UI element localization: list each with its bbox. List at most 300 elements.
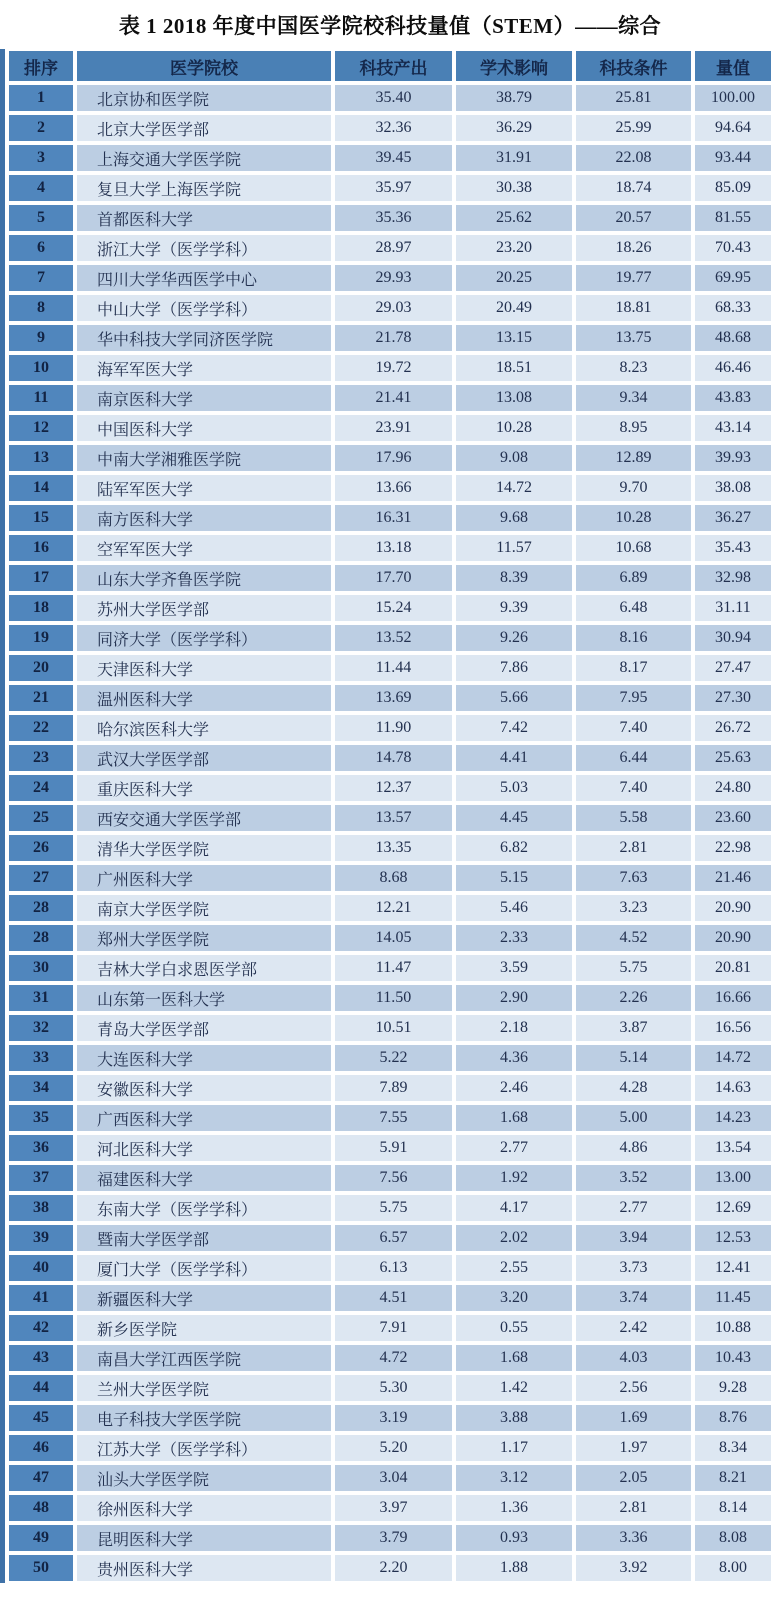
influence-cell: 20.25: [454, 263, 574, 293]
value-cell: 46.46: [693, 353, 773, 383]
influence-cell: 38.79: [454, 83, 574, 113]
influence-cell: 1.68: [454, 1103, 574, 1133]
value-cell: 70.43: [693, 233, 773, 263]
rank-cell: 18: [7, 593, 75, 623]
value-cell: 20.81: [693, 953, 773, 983]
influence-cell: 1.68: [454, 1343, 574, 1373]
table-row: [7, 443, 773, 473]
header-condition: 科技条件: [574, 49, 693, 83]
influence-cell: 3.88: [454, 1403, 574, 1433]
value-cell: 81.55: [693, 203, 773, 233]
value-cell: 13.54: [693, 1133, 773, 1163]
table-header-row: [7, 49, 773, 83]
condition-cell: 7.63: [574, 863, 693, 893]
rank-cell: 2: [7, 113, 75, 143]
influence-cell: 4.45: [454, 803, 574, 833]
table-row: [7, 593, 773, 623]
influence-cell: 30.38: [454, 173, 574, 203]
condition-cell: 4.86: [574, 1133, 693, 1163]
school-cell: 山东大学齐鲁医学院: [75, 563, 333, 593]
value-cell: 13.00: [693, 1163, 773, 1193]
table-row: [7, 1523, 773, 1553]
condition-cell: 9.70: [574, 473, 693, 503]
school-cell: 汕头大学医学院: [75, 1463, 333, 1493]
rank-cell: 41: [7, 1283, 75, 1313]
school-cell: 电子科技大学医学院: [75, 1403, 333, 1433]
table-row: [7, 203, 773, 233]
value-cell: 38.08: [693, 473, 773, 503]
output-cell: 11.44: [333, 653, 454, 683]
condition-cell: 4.52: [574, 923, 693, 953]
rank-cell: 33: [7, 1043, 75, 1073]
table-row: [7, 1283, 773, 1313]
output-cell: 17.70: [333, 563, 454, 593]
condition-cell: 18.26: [574, 233, 693, 263]
influence-cell: 13.15: [454, 323, 574, 353]
condition-cell: 2.81: [574, 833, 693, 863]
school-cell: 吉林大学白求恩医学部: [75, 953, 333, 983]
value-cell: 10.43: [693, 1343, 773, 1373]
condition-cell: 25.81: [574, 83, 693, 113]
value-cell: 12.69: [693, 1193, 773, 1223]
school-cell: 山东第一医科大学: [75, 983, 333, 1013]
condition-cell: 5.75: [574, 953, 693, 983]
school-cell: 郑州大学医学院: [75, 923, 333, 953]
influence-cell: 9.08: [454, 443, 574, 473]
rank-cell: 20: [7, 653, 75, 683]
output-cell: 4.51: [333, 1283, 454, 1313]
value-cell: 11.45: [693, 1283, 773, 1313]
output-cell: 23.91: [333, 413, 454, 443]
rank-cell: 30: [7, 953, 75, 983]
influence-cell: 25.62: [454, 203, 574, 233]
school-cell: 徐州医科大学: [75, 1493, 333, 1523]
output-cell: 35.97: [333, 173, 454, 203]
value-cell: 39.93: [693, 443, 773, 473]
value-cell: 10.88: [693, 1313, 773, 1343]
rank-cell: 11: [7, 383, 75, 413]
value-cell: 20.90: [693, 893, 773, 923]
table-row: [7, 233, 773, 263]
influence-cell: 14.72: [454, 473, 574, 503]
output-cell: 21.41: [333, 383, 454, 413]
table-row: [7, 143, 773, 173]
table-row: [7, 113, 773, 143]
condition-cell: 6.89: [574, 563, 693, 593]
rank-cell: 24: [7, 773, 75, 803]
value-cell: 85.09: [693, 173, 773, 203]
table-row: [7, 563, 773, 593]
value-cell: 14.63: [693, 1073, 773, 1103]
value-cell: 48.68: [693, 323, 773, 353]
value-cell: 27.47: [693, 653, 773, 683]
value-cell: 22.98: [693, 833, 773, 863]
rank-cell: 31: [7, 983, 75, 1013]
rank-cell: 7: [7, 263, 75, 293]
school-cell: 厦门大学（医学学科）: [75, 1253, 333, 1283]
rank-cell: 37: [7, 1163, 75, 1193]
school-cell: 青岛大学医学部: [75, 1013, 333, 1043]
rank-cell: 5: [7, 203, 75, 233]
rank-cell: 6: [7, 233, 75, 263]
school-cell: 新乡医学院: [75, 1313, 333, 1343]
influence-cell: 3.59: [454, 953, 574, 983]
school-cell: 复旦大学上海医学院: [75, 173, 333, 203]
value-cell: 23.60: [693, 803, 773, 833]
school-cell: 贵州医科大学: [75, 1553, 333, 1583]
rank-cell: 21: [7, 683, 75, 713]
influence-cell: 2.55: [454, 1253, 574, 1283]
output-cell: 13.66: [333, 473, 454, 503]
school-cell: 同济大学（医学学科）: [75, 623, 333, 653]
condition-cell: 7.40: [574, 773, 693, 803]
rank-cell: 12: [7, 413, 75, 443]
condition-cell: 18.74: [574, 173, 693, 203]
influence-cell: 31.91: [454, 143, 574, 173]
condition-cell: 3.73: [574, 1253, 693, 1283]
condition-cell: 3.92: [574, 1553, 693, 1583]
output-cell: 12.37: [333, 773, 454, 803]
output-cell: 8.68: [333, 863, 454, 893]
table-row: [7, 623, 773, 653]
school-cell: 空军军医大学: [75, 533, 333, 563]
table-row: [7, 353, 773, 383]
rank-cell: 1: [7, 83, 75, 113]
output-cell: 35.40: [333, 83, 454, 113]
influence-cell: 20.49: [454, 293, 574, 323]
influence-cell: 1.92: [454, 1163, 574, 1193]
table-row: [7, 1433, 773, 1463]
condition-cell: 12.89: [574, 443, 693, 473]
table-row: [7, 173, 773, 203]
rank-cell: 36: [7, 1133, 75, 1163]
influence-cell: 2.33: [454, 923, 574, 953]
table-row: [7, 1343, 773, 1373]
output-cell: 5.20: [333, 1433, 454, 1463]
influence-cell: 5.66: [454, 683, 574, 713]
influence-cell: 2.46: [454, 1073, 574, 1103]
value-cell: 14.72: [693, 1043, 773, 1073]
value-cell: 9.28: [693, 1373, 773, 1403]
condition-cell: 8.16: [574, 623, 693, 653]
condition-cell: 7.40: [574, 713, 693, 743]
output-cell: 6.13: [333, 1253, 454, 1283]
output-cell: 29.03: [333, 293, 454, 323]
table-row: [7, 1373, 773, 1403]
school-cell: 清华大学医学院: [75, 833, 333, 863]
condition-cell: 9.34: [574, 383, 693, 413]
table-row: [7, 1073, 773, 1103]
influence-cell: 3.12: [454, 1463, 574, 1493]
influence-cell: 13.08: [454, 383, 574, 413]
influence-cell: 2.77: [454, 1133, 574, 1163]
school-cell: 中南大学湘雅医学院: [75, 443, 333, 473]
influence-cell: 8.39: [454, 563, 574, 593]
output-cell: 7.56: [333, 1163, 454, 1193]
table-left-accent-bar: [0, 49, 5, 1583]
school-cell: 广西医科大学: [75, 1103, 333, 1133]
table-row: [7, 383, 773, 413]
header-rank: 排序: [7, 49, 75, 83]
condition-cell: 20.57: [574, 203, 693, 233]
influence-cell: 5.03: [454, 773, 574, 803]
school-cell: 浙江大学（医学学科）: [75, 233, 333, 263]
value-cell: 93.44: [693, 143, 773, 173]
influence-cell: 11.57: [454, 533, 574, 563]
table-row: [7, 923, 773, 953]
condition-cell: 10.68: [574, 533, 693, 563]
influence-cell: 10.28: [454, 413, 574, 443]
influence-cell: 0.93: [454, 1523, 574, 1553]
influence-cell: 5.46: [454, 893, 574, 923]
influence-cell: 5.15: [454, 863, 574, 893]
value-cell: 43.14: [693, 413, 773, 443]
school-cell: 广州医科大学: [75, 863, 333, 893]
header-influence: 学术影响: [454, 49, 574, 83]
influence-cell: 9.68: [454, 503, 574, 533]
value-cell: 16.56: [693, 1013, 773, 1043]
influence-cell: 7.42: [454, 713, 574, 743]
school-cell: 福建医科大学: [75, 1163, 333, 1193]
output-cell: 15.24: [333, 593, 454, 623]
influence-cell: 1.88: [454, 1553, 574, 1583]
school-cell: 中山大学（医学学科）: [75, 293, 333, 323]
condition-cell: 1.97: [574, 1433, 693, 1463]
value-cell: 26.72: [693, 713, 773, 743]
output-cell: 28.97: [333, 233, 454, 263]
rank-cell: 38: [7, 1193, 75, 1223]
school-cell: 首都医科大学: [75, 203, 333, 233]
influence-cell: 2.18: [454, 1013, 574, 1043]
rank-cell: 39: [7, 1223, 75, 1253]
table-row: [7, 653, 773, 683]
rank-cell: 4: [7, 173, 75, 203]
value-cell: 31.11: [693, 593, 773, 623]
condition-cell: 3.36: [574, 1523, 693, 1553]
rank-cell: 3: [7, 143, 75, 173]
value-cell: 94.64: [693, 113, 773, 143]
rank-cell: 19: [7, 623, 75, 653]
school-cell: 北京协和医学院: [75, 83, 333, 113]
condition-cell: 5.14: [574, 1043, 693, 1073]
school-cell: 大连医科大学: [75, 1043, 333, 1073]
page-title: 表 1 2018 年度中国医学院校科技量值（STEM）——综合: [118, 14, 662, 38]
rank-cell: 28: [7, 923, 75, 953]
influence-cell: 7.86: [454, 653, 574, 683]
table-row: [7, 473, 773, 503]
value-cell: 100.00: [693, 83, 773, 113]
table-row: [7, 983, 773, 1013]
table-row: [7, 893, 773, 923]
rank-cell: 26: [7, 833, 75, 863]
output-cell: 35.36: [333, 203, 454, 233]
school-cell: 江苏大学（医学学科）: [75, 1433, 333, 1463]
header-output: 科技产出: [333, 49, 454, 83]
value-cell: 20.90: [693, 923, 773, 953]
table-row: [7, 713, 773, 743]
condition-cell: 3.52: [574, 1163, 693, 1193]
condition-cell: 5.00: [574, 1103, 693, 1133]
rank-cell: 13: [7, 443, 75, 473]
table-row: [7, 953, 773, 983]
output-cell: 13.69: [333, 683, 454, 713]
table-row: [7, 1193, 773, 1223]
value-cell: 8.08: [693, 1523, 773, 1553]
rank-cell: 10: [7, 353, 75, 383]
output-cell: 3.19: [333, 1403, 454, 1433]
table-row: [7, 833, 773, 863]
table-row: [7, 1493, 773, 1523]
rank-cell: 48: [7, 1493, 75, 1523]
school-cell: 海军军医大学: [75, 353, 333, 383]
school-cell: 天津医科大学: [75, 653, 333, 683]
rank-cell: 22: [7, 713, 75, 743]
school-cell: 河北医科大学: [75, 1133, 333, 1163]
condition-cell: 2.42: [574, 1313, 693, 1343]
table-row: [7, 413, 773, 443]
table-row: [7, 1013, 773, 1043]
influence-cell: 9.26: [454, 623, 574, 653]
rank-cell: 43: [7, 1343, 75, 1373]
influence-cell: 0.55: [454, 1313, 574, 1343]
output-cell: 6.57: [333, 1223, 454, 1253]
output-cell: 5.75: [333, 1193, 454, 1223]
school-cell: 昆明医科大学: [75, 1523, 333, 1553]
table-row: [7, 1043, 773, 1073]
output-cell: 13.18: [333, 533, 454, 563]
rank-cell: 50: [7, 1553, 75, 1583]
condition-cell: 13.75: [574, 323, 693, 353]
output-cell: 5.30: [333, 1373, 454, 1403]
ranking-table-container: [7, 49, 777, 1583]
output-cell: 2.20: [333, 1553, 454, 1583]
table-row: [7, 1463, 773, 1493]
table-row: [7, 773, 773, 803]
value-cell: 36.27: [693, 503, 773, 533]
condition-cell: 4.03: [574, 1343, 693, 1373]
output-cell: 3.97: [333, 1493, 454, 1523]
influence-cell: 2.90: [454, 983, 574, 1013]
influence-cell: 1.17: [454, 1433, 574, 1463]
condition-cell: 2.05: [574, 1463, 693, 1493]
condition-cell: 2.26: [574, 983, 693, 1013]
table-row: [7, 263, 773, 293]
output-cell: 5.91: [333, 1133, 454, 1163]
table-row: [7, 1313, 773, 1343]
condition-cell: 25.99: [574, 113, 693, 143]
condition-cell: 7.95: [574, 683, 693, 713]
school-cell: 南昌大学江西医学院: [75, 1343, 333, 1373]
table-row: [7, 743, 773, 773]
rank-cell: 42: [7, 1313, 75, 1343]
table-row: [7, 1223, 773, 1253]
output-cell: 16.31: [333, 503, 454, 533]
table-row: [7, 1103, 773, 1133]
value-cell: 68.33: [693, 293, 773, 323]
rank-cell: 9: [7, 323, 75, 353]
output-cell: 14.78: [333, 743, 454, 773]
school-cell: 华中科技大学同济医学院: [75, 323, 333, 353]
influence-cell: 9.39: [454, 593, 574, 623]
value-cell: 21.46: [693, 863, 773, 893]
condition-cell: 2.56: [574, 1373, 693, 1403]
output-cell: 21.78: [333, 323, 454, 353]
condition-cell: 1.69: [574, 1403, 693, 1433]
influence-cell: 2.02: [454, 1223, 574, 1253]
rank-cell: 17: [7, 563, 75, 593]
influence-cell: 4.41: [454, 743, 574, 773]
influence-cell: 4.36: [454, 1043, 574, 1073]
value-cell: 35.43: [693, 533, 773, 563]
condition-cell: 8.17: [574, 653, 693, 683]
output-cell: 19.72: [333, 353, 454, 383]
output-cell: 29.93: [333, 263, 454, 293]
rank-cell: 8: [7, 293, 75, 323]
influence-cell: 36.29: [454, 113, 574, 143]
influence-cell: 1.36: [454, 1493, 574, 1523]
rank-cell: 35: [7, 1103, 75, 1133]
output-cell: 11.50: [333, 983, 454, 1013]
value-cell: 8.34: [693, 1433, 773, 1463]
value-cell: 24.80: [693, 773, 773, 803]
condition-cell: 3.94: [574, 1223, 693, 1253]
school-cell: 温州医科大学: [75, 683, 333, 713]
rank-cell: 16: [7, 533, 75, 563]
condition-cell: 18.81: [574, 293, 693, 323]
condition-cell: 3.87: [574, 1013, 693, 1043]
value-cell: 27.30: [693, 683, 773, 713]
output-cell: 13.57: [333, 803, 454, 833]
condition-cell: 8.95: [574, 413, 693, 443]
output-cell: 7.55: [333, 1103, 454, 1133]
table-row: [7, 803, 773, 833]
output-cell: 39.45: [333, 143, 454, 173]
school-cell: 苏州大学医学部: [75, 593, 333, 623]
condition-cell: 6.48: [574, 593, 693, 623]
output-cell: 32.36: [333, 113, 454, 143]
value-cell: 12.53: [693, 1223, 773, 1253]
rank-cell: 45: [7, 1403, 75, 1433]
school-cell: 西安交通大学医学部: [75, 803, 333, 833]
school-cell: 四川大学华西医学中心: [75, 263, 333, 293]
condition-cell: 8.23: [574, 353, 693, 383]
rank-cell: 14: [7, 473, 75, 503]
output-cell: 11.47: [333, 953, 454, 983]
school-cell: 安徽医科大学: [75, 1073, 333, 1103]
school-cell: 新疆医科大学: [75, 1283, 333, 1313]
condition-cell: 3.74: [574, 1283, 693, 1313]
rank-cell: 15: [7, 503, 75, 533]
output-cell: 4.72: [333, 1343, 454, 1373]
influence-cell: 18.51: [454, 353, 574, 383]
rank-cell: 25: [7, 803, 75, 833]
school-cell: 上海交通大学医学院: [75, 143, 333, 173]
output-cell: 11.90: [333, 713, 454, 743]
value-cell: 69.95: [693, 263, 773, 293]
condition-cell: 6.44: [574, 743, 693, 773]
output-cell: 7.89: [333, 1073, 454, 1103]
table-row: [7, 293, 773, 323]
influence-cell: 4.17: [454, 1193, 574, 1223]
output-cell: 5.22: [333, 1043, 454, 1073]
condition-cell: 4.28: [574, 1073, 693, 1103]
condition-cell: 22.08: [574, 143, 693, 173]
school-cell: 南京医科大学: [75, 383, 333, 413]
school-cell: 暨南大学医学部: [75, 1223, 333, 1253]
table-row: [7, 503, 773, 533]
value-cell: 8.76: [693, 1403, 773, 1433]
output-cell: 3.79: [333, 1523, 454, 1553]
